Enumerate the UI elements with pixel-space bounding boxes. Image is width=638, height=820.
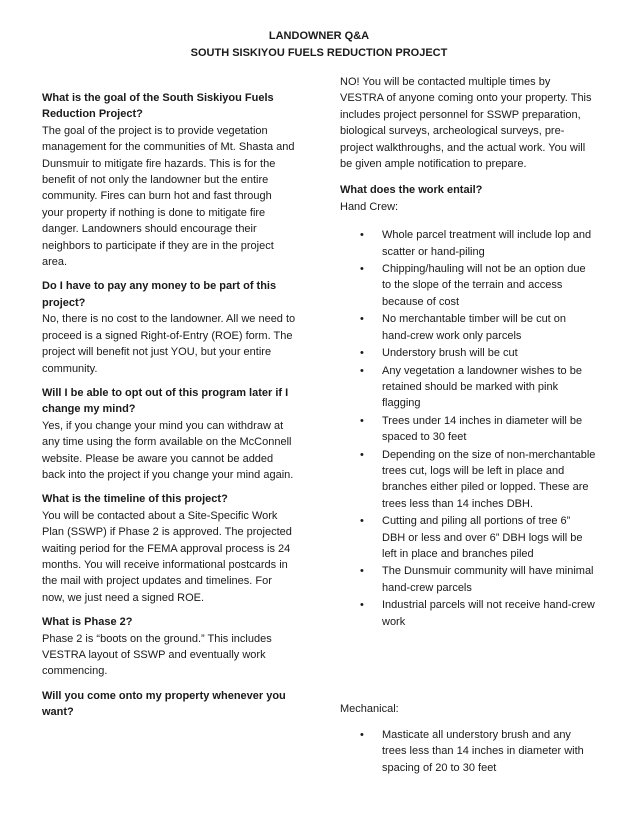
bullet-icon: • <box>360 414 364 427</box>
document-header <box>0 28 638 62</box>
list-item <box>340 563 596 596</box>
bullet-icon: • <box>360 263 364 276</box>
list-item <box>340 345 596 361</box>
bullet-icon: • <box>360 229 364 242</box>
list-item-text: Understory brush will be cut <box>382 347 518 360</box>
answer: Phase 2 is “boots on the ground.” This includes VESTRA layout of SSWP and eventually work commencing. <box>42 632 272 678</box>
bullet-icon: • <box>360 729 364 741</box>
question: What is the timeline of this project? <box>42 493 228 506</box>
question: Do I have to pay any money to be part of this project? <box>42 280 277 309</box>
bullet-icon: • <box>360 347 364 360</box>
list-item <box>340 513 596 562</box>
list-item <box>340 261 596 310</box>
list-item-text: Trees under 14 inches in diameter will be spaced to 30 feet <box>382 414 583 444</box>
bullet-icon: • <box>360 599 364 612</box>
list-item <box>340 311 596 344</box>
list-item-text: Chipping/hauling will not be an option due to the slope of the terrain and access because of cost <box>382 263 586 308</box>
right-column <box>340 74 596 631</box>
header-title: LANDOWNER Q&A <box>268 30 370 42</box>
answer: The goal of the project is to provide vegetation management for the communities of Mt. Shasta and Dunsmuir to mitigate fire hazards. This is for the benefit of not only the landowner but the entire community. Fires can burn hot and fast through your property if nothing is done to mitigate fire danger. Landowners should encourage their neighbors to participate if they are in the project area. <box>42 124 295 269</box>
work-question: What does the work entail? <box>340 184 483 197</box>
answer: No, there is no cost to the landowner. All we need to proceed is a signed Right-of-Entry (ROE) form. The project will benefit not just YOU, but your entire community. <box>42 313 296 375</box>
list-item <box>340 413 596 446</box>
list-item-text: Any vegetation a landowner wishes to be retained should be marked with pink flagging <box>382 364 582 410</box>
list-item <box>340 227 596 260</box>
left-column <box>42 90 296 729</box>
qa-section-timeline <box>42 491 296 606</box>
question: What is Phase 2? <box>42 616 133 629</box>
list-item <box>340 727 596 776</box>
mechanical-label: Mechanical: <box>340 703 399 715</box>
bullet-icon: • <box>360 565 364 578</box>
hand-crew-label: Hand Crew: <box>340 200 399 213</box>
bullet-icon: • <box>360 515 364 528</box>
answer-continued: NO! You will be contacted multiple times by VESTRA of anyone coming onto your property. This includes project personnel for SSWP preparation, biological surveys, archeological surveys, pre-project walkthroughs, and the actual work. You will be given ample notification to prepare. <box>340 76 592 171</box>
bullet-icon: • <box>360 313 364 326</box>
list-item-text: The Dunsmuir community will have minimal hand-crew parcels <box>382 565 594 594</box>
header-subtitle: SOUTH SISKIYOU FUELS REDUCTION PROJECT <box>190 47 448 59</box>
bullet-icon: • <box>360 448 364 461</box>
question: Will you come onto my property whenever you want? <box>42 689 286 719</box>
mechanical-list <box>340 727 596 776</box>
question: Will I be able to opt out of this program later if I change my mind? <box>42 386 289 416</box>
answer: You will be contacted about a Site-Specific Work Plan (SSWP) if Phase 2 is approved. The projected waiting period for the FEMA approval process is 24 months. You will receive informational postcards in the mail with project updates and timelines. For now, we just need a signed ROE. <box>42 509 292 604</box>
qa-section-phase2 <box>42 614 296 680</box>
list-item-text: Masticate all understory brush and any trees less than 14 inches in diameter with spacing of 20 to 30 feet <box>382 729 584 774</box>
list-item-text: Whole parcel treatment will include lop and scatter or hand-piling <box>382 229 592 258</box>
answer: Yes, if you change your mind you can withdraw at any time using the form available on the McConnell website. Please be aware you cannot be added back into the project if you change your mind again. <box>42 419 294 481</box>
list-item-text: No merchantable timber will be cut on hand-crew work only parcels <box>382 313 567 342</box>
list-item-text: Depending on the size of non-merchantable trees cut, logs will be left in place and branches either piled or lopped. These are trees less than 14 inches DBH. <box>382 448 596 510</box>
qa-section-opt-out <box>42 385 296 483</box>
list-item <box>340 363 596 412</box>
list-item-text: Industrial parcels will not receive hand-crew work <box>382 599 595 628</box>
bullet-icon: • <box>360 364 364 377</box>
list-item <box>340 597 596 630</box>
question: What is the goal of the South Siskiyou Fuels Reduction Project? <box>42 92 274 121</box>
hand-crew-list <box>340 227 596 630</box>
qa-section-cost <box>42 278 296 376</box>
list-item <box>340 447 596 513</box>
qa-section-goal <box>42 90 296 270</box>
qa-section-property-access <box>42 688 296 721</box>
list-item-text: Cutting and piling all portions of tree 6” DBH or less and over 6” DBH logs will be left in place and branches piled <box>382 515 583 560</box>
